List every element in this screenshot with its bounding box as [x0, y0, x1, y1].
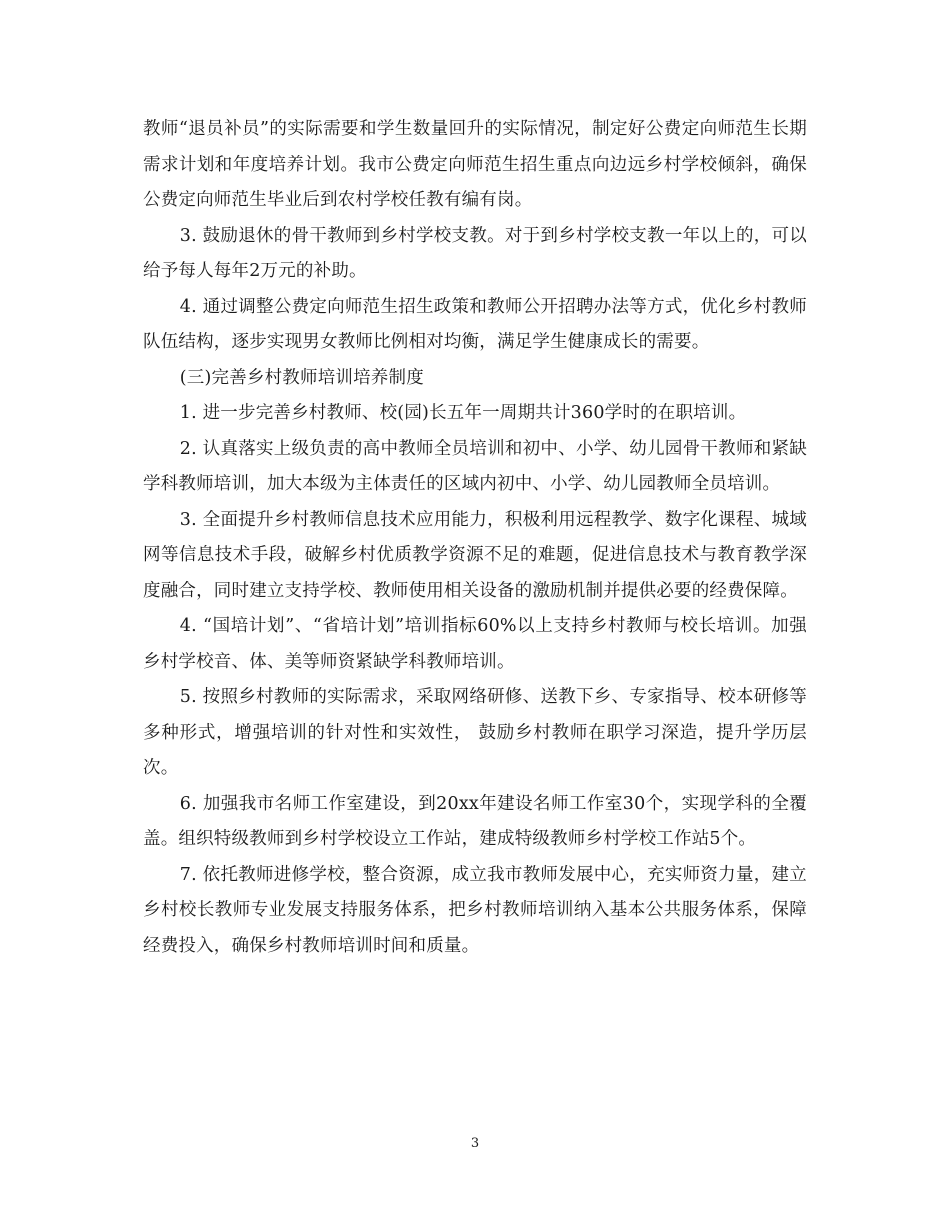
paragraph-item-3-retired-teachers: 3. 鼓励退休的骨干教师到乡村学校支教。对于到乡村学校支教一年以上的，可以给予每人每年2万元的补助。 — [143, 225, 807, 281]
paragraph-item-1-inservice: 1. 进一步完善乡村教师、校(园)长五年一周期共计360学时的在职培训。 — [179, 403, 747, 423]
paragraph-item-3-it-skills: 3. 全面提升乡村教师信息技术应用能力，积极利用远程教学、数字化课程、城域网等信息技术手段，破解乡村优质教学资源不足的难题，促进信息技术与教育教学深度融合，同时建立支持学校、教师使用相关设备的激励机制并提供必要的经费保障。 — [143, 509, 807, 601]
paragraph-item-4-structure: 4. 通过调整公费定向师范生招生政策和教师公开招聘办法等方式，优化乡村教师队伍结构，逐步实现男女教师比例相对均衡，满足学生健康成长的需要。 — [143, 296, 807, 352]
paragraph-item-6-studios: 6. 加强我市名师工作室建设，到20xx年建设名师工作室30个，实现学科的全覆盖。组织特级教师到乡村学校设立工作站，建成特级教师乡村学校工作站5个。 — [143, 793, 807, 849]
paragraph-continuation: 教师“退员补员”的实际需要和学生数量回升的实际情况，制定好公费定向师范生长期需求计划和年度培养计划。我市公费定向师范生招生重点向边远乡村学校倾斜，确保公费定向师范生毕业后到农村学校任教有编有岗。 — [143, 119, 807, 210]
paragraph-item-7-center: 7. 依托教师进修学校，整合资源，成立我市教师发展中心，充实师资力量，建立乡村校长教师专业发展支持服务体系，把乡村教师培训纳入基本公共服务体系，保障经费投入，确保乡村教师培训时间和质量。 — [143, 864, 807, 956]
paragraph-item-4-national-plan: 4. “国培计划”、“省培计划”培训指标60%以上支持乡村教师与校长培训。加强乡村学校音、体、美等师资紧缺学科教师培训。 — [143, 616, 807, 672]
document-body — [143, 112, 807, 964]
page-number: 3 — [470, 1136, 480, 1151]
paragraph-item-2-training: 2. 认真落实上级负责的高中教师全员培训和初中、小学、幼儿园骨干教师和紧缺学科教师培训，加大本级为主体责任的区域内初中、小学、幼儿园教师全员培训。 — [143, 438, 807, 494]
section-heading-training: (三)完善乡村教师培训培养制度 — [179, 367, 424, 388]
paragraph-item-5-forms: 5. 按照乡村教师的实际需求，采取网络研修、送教下乡、专家指导、校本研修等多种形式，增强培训的针对性和实效性， 鼓励乡村教师在职学习深造，提升学历层次。 — [143, 687, 807, 778]
